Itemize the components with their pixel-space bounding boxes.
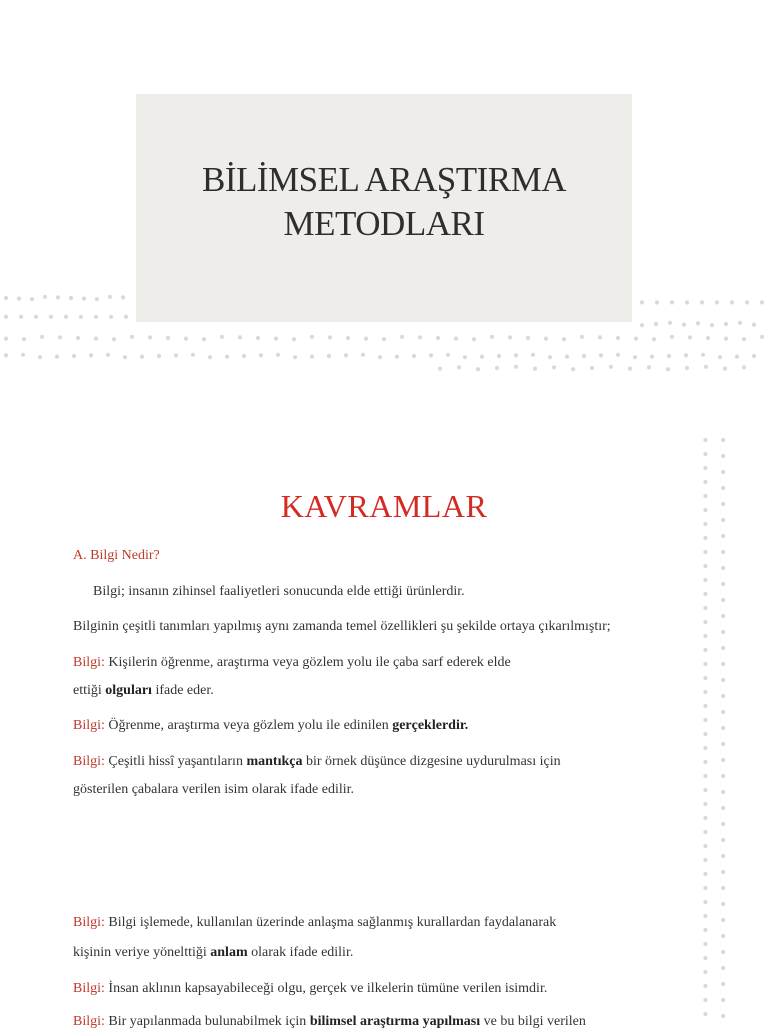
decorative-dot [724,322,728,326]
decorative-dot [94,315,98,319]
decorative-dot [174,353,178,357]
decorative-dot [55,355,59,359]
decorative-dot [721,582,725,586]
decorative-dot [721,646,725,650]
decorative-dot [703,942,707,946]
decorative-dot [703,844,707,848]
decorative-dot [364,337,368,341]
decorative-dot [703,718,707,722]
definition-label: Bilgi: [73,915,105,930]
decorative-dot [19,315,23,319]
decorative-dot [140,355,144,359]
decorative-dot [688,335,692,339]
decorative-dot [109,315,113,319]
decorative-dot [703,648,707,652]
definition-2 [73,718,468,734]
decorative-dot [685,366,689,370]
decorative-dot [633,355,637,359]
decorative-dot [108,295,112,299]
decorative-dot [256,336,260,340]
decorative-dot [685,300,689,304]
definition-text: Bilgi işlemede, kullanılan üzerinde anlaşma sağlanmış kurallardan faydalanarak [104,915,557,930]
decorative-dot [418,335,422,339]
decorative-dot [721,598,725,602]
decorative-dot [703,564,707,568]
decorative-dot [703,592,707,596]
decorative-dot [79,315,83,319]
decorative-dot [56,295,60,299]
decorative-dot [706,336,710,340]
decorative-dot [526,336,530,340]
decorative-dot [4,337,8,341]
decorative-dot [4,315,8,319]
definition-text: Çeşitli hissî yaşantıların [104,754,247,769]
decorative-dot [58,335,62,339]
decorative-dot [745,300,749,304]
decorative-dot [533,367,537,371]
decorative-dot [682,323,686,327]
decorative-dot [293,355,297,359]
decorative-dot [721,854,725,858]
decorative-dot [346,336,350,340]
decorative-dot [703,466,707,470]
decorative-dot [721,758,725,762]
decorative-dot [72,354,76,358]
decorative-dot [703,956,707,960]
decorative-dot [446,353,450,357]
decorative-dot [654,322,658,326]
paragraph-2: Bilginin çeşitli tanımları yapılmış aynı zamanda temel özellikleri şu şekilde ortaya çıkarılmıştır; [73,619,611,634]
decorative-dot [69,296,73,300]
definition-text: Kişilerin öğrenme, araştırma veya gözlem yolu ile çaba sarf ederek elde [104,655,511,670]
decorative-dot [721,742,725,746]
decorative-dot [106,353,110,357]
decorative-dot [721,998,725,1002]
decorative-dot [599,353,603,357]
decorative-dot [703,662,707,666]
decorative-dot [495,366,499,370]
definition-label: Bilgi: [73,981,105,996]
definition-keyword: bilimsel araştırma yapılması [309,1014,481,1029]
decorative-dot [703,438,707,442]
decorative-dot [202,337,206,341]
decorative-dot [721,918,725,922]
decorative-dot [715,300,719,304]
decorative-dot [721,614,725,618]
decorative-dot [752,323,756,327]
decorative-dot [701,353,705,357]
title-line-1: BİLİMSEL ARAŞTIRMA [201,160,567,199]
decorative-dot [721,726,725,730]
decorative-dot [208,355,212,359]
decorative-dot [703,690,707,694]
decorative-dot [112,337,116,341]
decorative-dot [730,300,734,304]
decorative-dot [721,870,725,874]
definition-label: Bilgi: [73,754,105,769]
decorative-dot [463,355,467,359]
decorative-dot [721,886,725,890]
decorative-dot [89,353,93,357]
decorative-dot [565,355,569,359]
definition-label: Bilgi: [73,1014,105,1029]
decorative-dot [531,353,535,357]
decorative-dot [242,354,246,358]
definition-label: Bilgi: [73,718,105,733]
decorative-dot [191,353,195,357]
decorative-dot [721,838,725,842]
decorative-dot [703,816,707,820]
decorative-dot [703,704,707,708]
decorative-dot [22,337,26,341]
decorative-dot [609,365,613,369]
definition-text: ettiği [73,683,106,698]
decorative-dot [82,297,86,301]
definition-5 [73,981,547,997]
decorative-dot [640,323,644,327]
decorative-dot [703,746,707,750]
decorative-dot [582,354,586,358]
decorative-dot [655,300,659,304]
decorative-dot [670,300,674,304]
decorative-dot [703,914,707,918]
decorative-dot [668,321,672,325]
definition-text: Öğrenme, araştırma veya gözlem yolu ile edinilen [104,718,393,733]
decorative-dot [721,630,725,634]
decorative-dot [344,353,348,357]
decorative-dot [721,950,725,954]
decorative-dot [400,335,404,339]
decorative-dot [361,353,365,357]
decorative-dot [544,337,548,341]
decorative-dot [17,297,21,301]
decorative-dot [43,295,47,299]
decorative-dot [703,732,707,736]
decorative-dot [292,337,296,341]
decorative-dot [276,353,280,357]
decorative-dot [738,321,742,325]
decorative-dot [721,790,725,794]
definition-text: bir örnek düşünce dizgesine uydurulması için [302,754,561,769]
decorative-dot [562,337,566,341]
decorative-dot [742,337,746,341]
definition-text: olarak ifade edilir. [247,945,354,960]
decorative-dot [184,337,188,341]
decorative-dot [667,354,671,358]
decorative-dot [752,354,756,358]
decorative-dot [21,353,25,357]
definition-text: ve bu bilgi verilen [480,1014,586,1029]
definition-6 [73,1014,586,1030]
decorative-dot [703,984,707,988]
decorative-dot [703,998,707,1002]
decorative-dot [616,336,620,340]
decorative-dot [76,336,80,340]
decorative-dot [429,353,433,357]
decorative-dot [703,452,707,456]
decorative-dot [721,710,725,714]
decorative-dot [721,902,725,906]
decorative-dot [514,365,518,369]
decorative-dot [703,634,707,638]
decorative-dot [238,335,242,339]
decorative-dot [49,315,53,319]
definition-keyword: gerçeklerdir. [392,718,469,733]
decorative-dot [124,315,128,319]
decorative-dot [703,480,707,484]
decorative-dot [598,335,602,339]
decorative-dot [382,337,386,341]
decorative-dot [225,355,229,359]
definition-1-cont [73,683,214,699]
definition-4 [73,915,556,931]
decorative-dot [590,366,594,370]
section-heading: KAVRAMLAR [280,488,488,524]
decorative-dot [721,1014,725,1018]
decorative-dot [514,353,518,357]
subsection-title: A. Bilgi Nedir? [73,548,160,563]
decorative-dot [703,620,707,624]
decorative-dot [703,858,707,862]
decorative-dot [395,355,399,359]
decorative-dot [157,354,161,358]
decorative-dot [616,353,620,357]
decorative-dot [760,335,764,339]
title-line-2: METODLARI [283,204,485,243]
decorative-dot [703,774,707,778]
decorative-dot [64,315,68,319]
decorative-dot [721,982,725,986]
intro-paragraph: Bilgi; insanın zihinsel faaliyetleri sonucunda elde ettiği ürünlerdir. [93,584,465,599]
decorative-dot [472,337,476,341]
decorative-dot [552,365,556,369]
decorative-dot [721,470,725,474]
decorative-dot [742,365,746,369]
decorative-dot [760,300,764,304]
decorative-dot [34,315,38,319]
decorative-dot [696,321,700,325]
decorative-dot [703,928,707,932]
decorative-dot [378,355,382,359]
decorative-dot [721,678,725,682]
decorative-dot [95,297,99,301]
decorative-dot [666,367,670,371]
decorative-dot [703,578,707,582]
decorative-dot [721,806,725,810]
decorative-dot [508,335,512,339]
document-title [0,158,768,246]
decorative-dot [704,365,708,369]
decorative-dot [703,606,707,610]
decorative-dot [436,336,440,340]
decorative-dot [38,355,42,359]
decorative-dot [130,335,134,339]
decorative-dot [274,337,278,341]
decorative-dot [703,872,707,876]
decorative-dot [476,367,480,371]
decorative-dot [721,694,725,698]
decorative-dot [310,355,314,359]
decorative-dot [123,355,127,359]
decorative-dot [721,534,725,538]
decorative-dot [647,365,651,369]
decorative-dot [703,788,707,792]
decorative-dot [121,295,125,299]
decorative-dot [721,822,725,826]
decorative-dot [548,355,552,359]
decorative-dot [628,367,632,371]
definition-4-cont [73,945,353,961]
definition-keyword: olguları [105,683,152,698]
decorative-dot [327,354,331,358]
decorative-dot [721,662,725,666]
decorative-dot [480,355,484,359]
definition-3 [73,754,561,770]
decorative-dot [640,300,644,304]
decorative-dot [4,296,8,300]
decorative-dot [650,355,654,359]
definition-text: kişinin veriye yönelttiği [73,945,211,960]
decorative-dot [721,774,725,778]
decorative-dot [148,335,152,339]
decorative-dot [721,966,725,970]
definition-text: İnsan aklının kapsayabileceği olgu, gerçek ve ilkelerin tümüne verilen isimdir. [104,981,548,996]
decorative-dot [328,335,332,339]
decorative-dot [703,1012,707,1016]
decorative-dot [721,550,725,554]
decorative-dot [703,760,707,764]
decorative-dot [4,353,8,357]
decorative-dot [703,536,707,540]
definition-1 [73,655,511,671]
decorative-dot [684,353,688,357]
decorative-dot [571,367,575,371]
decorative-dot [40,335,44,339]
decorative-dot [497,354,501,358]
decorative-dot [634,337,638,341]
decorative-dot [490,335,494,339]
decorative-dot [721,934,725,938]
definition-label: Bilgi: [73,655,105,670]
definition-3-cont: gösterilen çabalara verilen isim olarak ifade edilir. [73,782,355,797]
decorative-dot [703,886,707,890]
decorative-dot [438,367,442,371]
definition-keyword: anlam [210,945,248,960]
decorative-dot [310,335,314,339]
decorative-dot [454,337,458,341]
definition-text: ifade eder. [151,683,214,698]
decorative-dot [735,355,739,359]
decorative-dot [412,354,416,358]
definition-text: Bir yapılanmada bulunabilmek için [104,1014,310,1029]
decorative-dot [721,566,725,570]
decorative-dot [220,335,224,339]
decorative-dot [724,337,728,341]
decorative-dot [259,353,263,357]
decorative-dot [723,367,727,371]
decorative-dot [652,337,656,341]
decorative-dot [94,337,98,341]
decorative-dot [710,323,714,327]
decorative-dot [721,454,725,458]
decorative-dot [721,438,725,442]
decorative-dot [703,550,707,554]
decorative-dot [700,300,704,304]
definition-keyword: mantıkça [246,754,303,769]
decorative-dot [166,336,170,340]
decorative-dot [703,676,707,680]
decorative-dot [670,335,674,339]
decorative-dot [718,355,722,359]
decorative-dot [703,830,707,834]
decorative-dot [703,802,707,806]
decorative-dot [457,365,461,369]
decorative-dot [580,335,584,339]
decorative-dot [703,970,707,974]
decorative-dot [30,297,34,301]
decorative-dot [703,900,707,904]
